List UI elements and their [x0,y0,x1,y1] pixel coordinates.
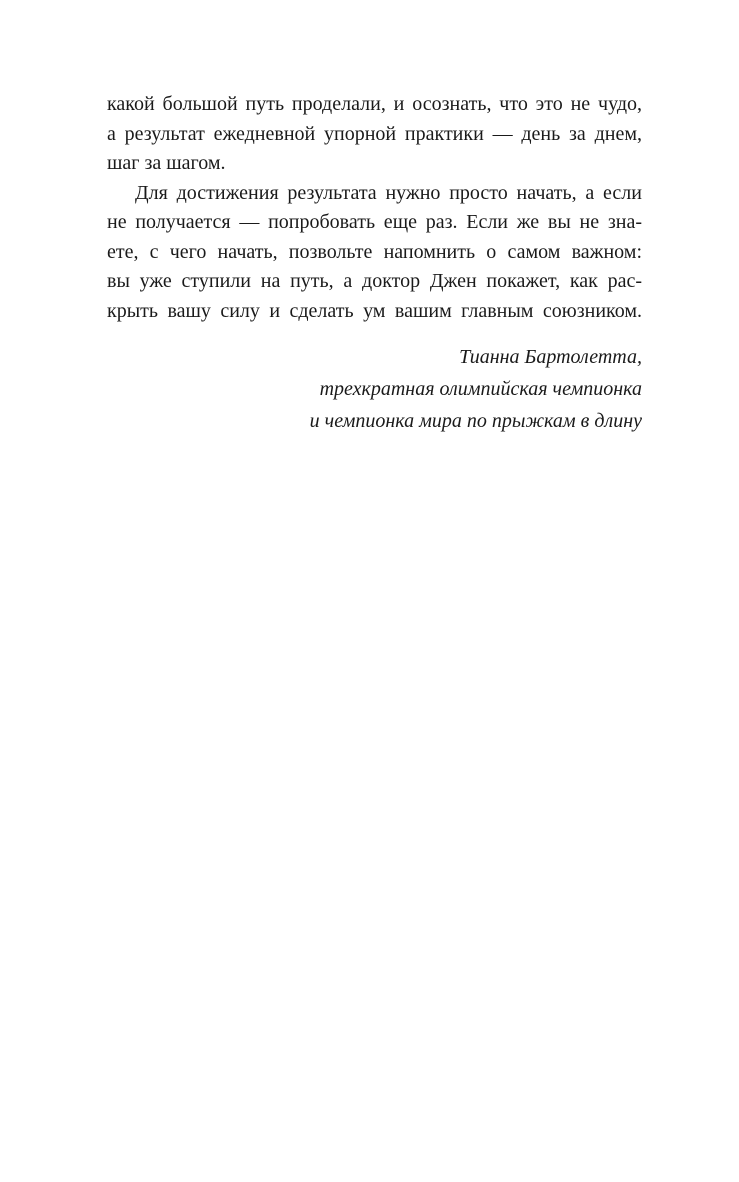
paragraph-line: какой большой путь проделали, и осознать, что это не чудо, [107,93,642,115]
signature-title-line-1: трехкратная олимпийская чемпионка [319,378,642,400]
paragraph-1 [107,90,642,179]
paragraph-line: вы уже ступили на путь, а доктор Джен покажет, как рас- [107,270,642,292]
signature-title-line-2: и чемпионка мира по прыжкам в длину [309,410,642,432]
body-text [107,90,642,326]
signature-block [242,341,642,437]
paragraph-line: ете, с чего начать, позвольте напомнить о самом важном: [107,240,642,263]
paragraph-line: шаг за шагом. [107,152,226,174]
paragraph-2 [107,179,642,327]
paragraph-line: а результат ежедневной упорной практики — день за днем, [107,122,642,145]
paragraph-line: Для достижения результата нужно просто начать, а если [135,181,642,204]
paragraph-line: не получается — попробовать еще раз. Если же вы не зна- [107,211,642,233]
paragraph-line: крыть вашу силу и сделать ум вашим главным союзником. [107,299,642,322]
signature-name: Тианна Бартолетта, [459,346,642,368]
